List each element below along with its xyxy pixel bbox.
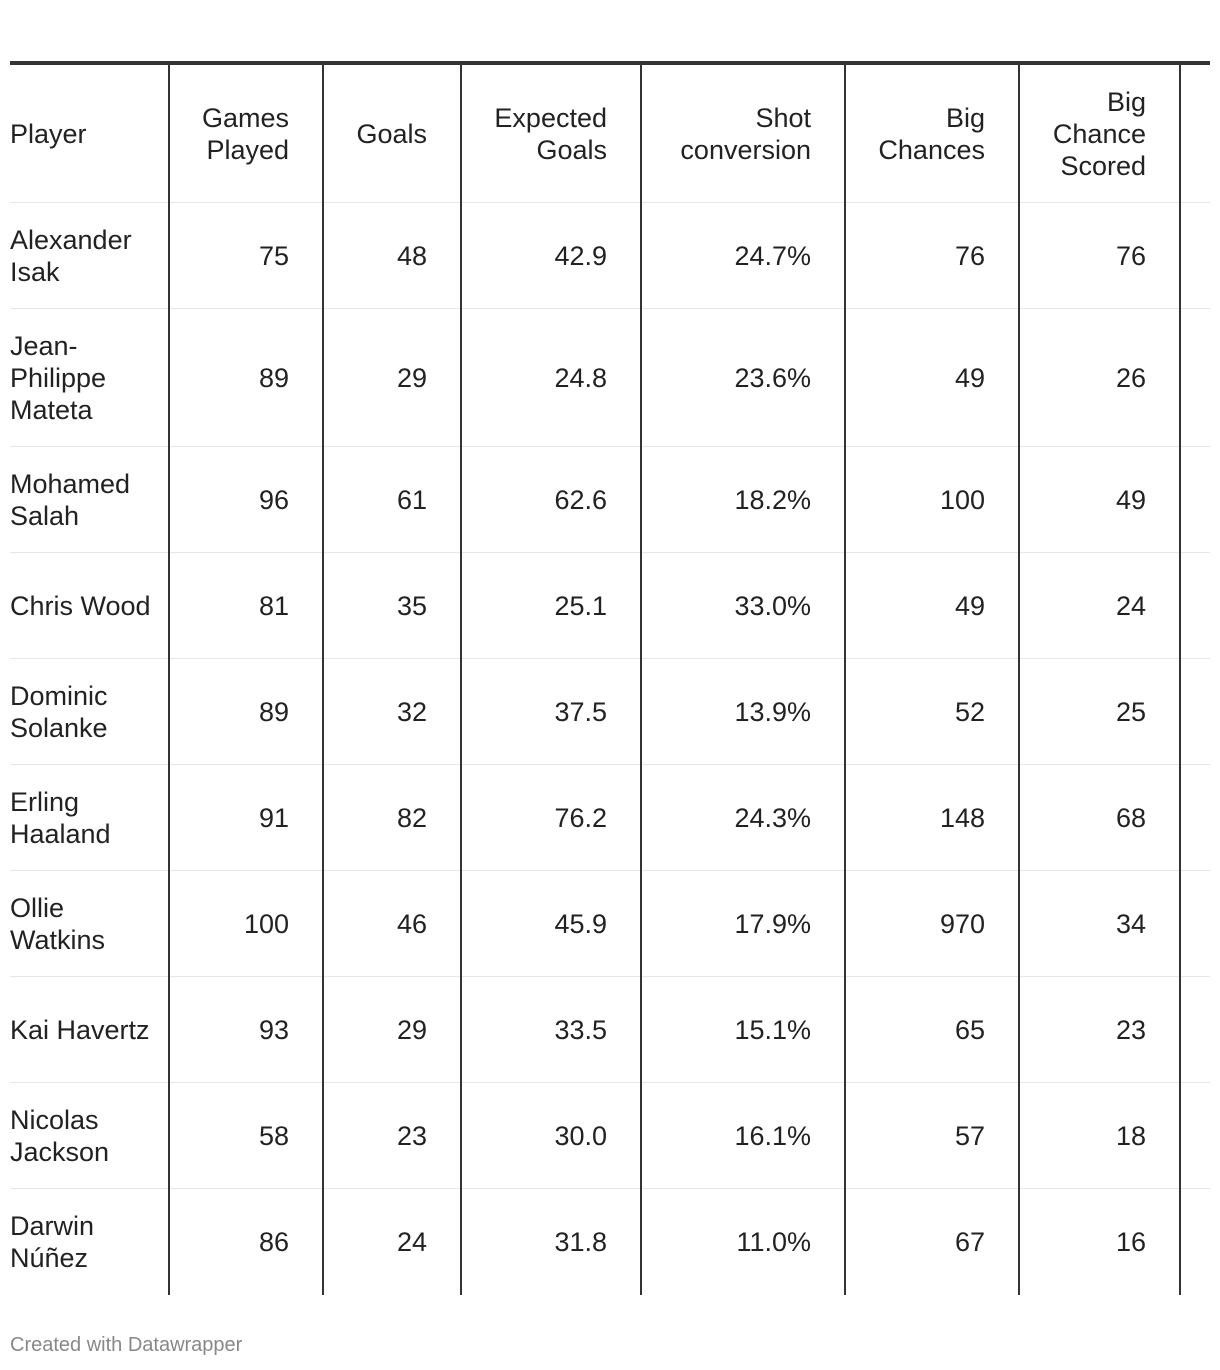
games-played-cell: 81 (169, 553, 323, 659)
expected-goals-cell: 33.5 (461, 977, 641, 1083)
big-chance-scored-cell: 16 (1019, 1189, 1180, 1295)
table-row (10, 659, 1210, 765)
big-chances-cell: 49 (845, 309, 1019, 447)
table-row (10, 1189, 1210, 1295)
shot-conversion-cell: 17.9% (641, 871, 845, 977)
goals-cell: 48 (323, 203, 461, 309)
stats-table-container (10, 61, 1210, 1295)
shot-conversion-cell: 16.1% (641, 1083, 845, 1189)
filler-cell (1180, 553, 1210, 659)
filler-cell (1180, 977, 1210, 1083)
goals-cell: 35 (323, 553, 461, 659)
big-chances-cell: 100 (845, 447, 1019, 553)
expected-goals-cell: 62.6 (461, 447, 641, 553)
header-shot-conversion[interactable]: Shot conversion (641, 63, 845, 203)
expected-goals-cell: 76.2 (461, 765, 641, 871)
table-row (10, 309, 1210, 447)
games-played-cell: 75 (169, 203, 323, 309)
shot-conversion-cell: 18.2% (641, 447, 845, 553)
filler-cell (1180, 309, 1210, 447)
big-chance-scored-cell: 24 (1019, 553, 1180, 659)
filler-cell (1180, 203, 1210, 309)
shot-conversion-cell: 11.0% (641, 1189, 845, 1295)
games-played-cell: 91 (169, 765, 323, 871)
player-name-cell: Jean-Philippe Mateta (10, 309, 169, 447)
filler-cell (1180, 765, 1210, 871)
player-name-cell: Alexander Isak (10, 203, 169, 309)
header-expected-goals[interactable]: Expected Goals (461, 63, 641, 203)
games-played-cell: 89 (169, 659, 323, 765)
table-row (10, 553, 1210, 659)
expected-goals-cell: 37.5 (461, 659, 641, 765)
table-row (10, 1083, 1210, 1189)
goals-cell: 29 (323, 977, 461, 1083)
header-big-chances[interactable]: Big Chances (845, 63, 1019, 203)
expected-goals-cell: 31.8 (461, 1189, 641, 1295)
big-chances-cell: 76 (845, 203, 1019, 309)
player-stats-table (10, 61, 1210, 1295)
expected-goals-cell: 24.8 (461, 309, 641, 447)
big-chances-cell: 57 (845, 1083, 1019, 1189)
expected-goals-cell: 42.9 (461, 203, 641, 309)
filler-cell (1180, 871, 1210, 977)
expected-goals-cell: 25.1 (461, 553, 641, 659)
big-chance-scored-cell: 34 (1019, 871, 1180, 977)
filler-cell (1180, 659, 1210, 765)
shot-conversion-cell: 24.3% (641, 765, 845, 871)
player-name-cell: Erling Haaland (10, 765, 169, 871)
player-name-cell: Darwin Núñez (10, 1189, 169, 1295)
big-chances-cell: 970 (845, 871, 1019, 977)
header-big-chance-scored[interactable]: Big Chance Scored (1019, 63, 1180, 203)
games-played-cell: 93 (169, 977, 323, 1083)
header-filler (1180, 63, 1210, 203)
big-chance-scored-cell: 68 (1019, 765, 1180, 871)
table-row (10, 765, 1210, 871)
games-played-cell: 58 (169, 1083, 323, 1189)
datawrapper-credit: Created with Datawrapper (10, 1334, 243, 1356)
table-body (10, 203, 1210, 1295)
header-row (10, 63, 1210, 203)
big-chances-cell: 49 (845, 553, 1019, 659)
big-chance-scored-cell: 23 (1019, 977, 1180, 1083)
big-chance-scored-cell: 26 (1019, 309, 1180, 447)
shot-conversion-cell: 15.1% (641, 977, 845, 1083)
games-played-cell: 96 (169, 447, 323, 553)
games-played-cell: 100 (169, 871, 323, 977)
shot-conversion-cell: 24.7% (641, 203, 845, 309)
big-chance-scored-cell: 76 (1019, 203, 1180, 309)
big-chances-cell: 65 (845, 977, 1019, 1083)
goals-cell: 29 (323, 309, 461, 447)
filler-cell (1180, 1189, 1210, 1295)
goals-cell: 82 (323, 765, 461, 871)
shot-conversion-cell: 33.0% (641, 553, 845, 659)
player-name-cell: Kai Havertz (10, 977, 169, 1083)
player-name-cell: Nicolas Jackson (10, 1083, 169, 1189)
big-chance-scored-cell: 18 (1019, 1083, 1180, 1189)
goals-cell: 23 (323, 1083, 461, 1189)
big-chance-scored-cell: 25 (1019, 659, 1180, 765)
player-name-cell: Mohamed Salah (10, 447, 169, 553)
table-row (10, 977, 1210, 1083)
table-row (10, 447, 1210, 553)
table-row (10, 871, 1210, 977)
filler-cell (1180, 1083, 1210, 1189)
expected-goals-cell: 30.0 (461, 1083, 641, 1189)
big-chances-cell: 148 (845, 765, 1019, 871)
big-chance-scored-cell: 49 (1019, 447, 1180, 553)
games-played-cell: 89 (169, 309, 323, 447)
header-games-played[interactable]: Games Played (169, 63, 323, 203)
goals-cell: 61 (323, 447, 461, 553)
header-player[interactable]: Player (10, 118, 87, 149)
big-chances-cell: 52 (845, 659, 1019, 765)
goals-cell: 24 (323, 1189, 461, 1295)
player-name-cell: Chris Wood (10, 553, 169, 659)
player-name-cell: Dominic Solanke (10, 659, 169, 765)
goals-cell: 32 (323, 659, 461, 765)
table-row (10, 203, 1210, 309)
header-goals[interactable]: Goals (323, 63, 461, 203)
shot-conversion-cell: 23.6% (641, 309, 845, 447)
expected-goals-cell: 45.9 (461, 871, 641, 977)
shot-conversion-cell: 13.9% (641, 659, 845, 765)
filler-cell (1180, 447, 1210, 553)
player-name-cell: Ollie Watkins (10, 871, 169, 977)
goals-cell: 46 (323, 871, 461, 977)
big-chances-cell: 67 (845, 1189, 1019, 1295)
games-played-cell: 86 (169, 1189, 323, 1295)
